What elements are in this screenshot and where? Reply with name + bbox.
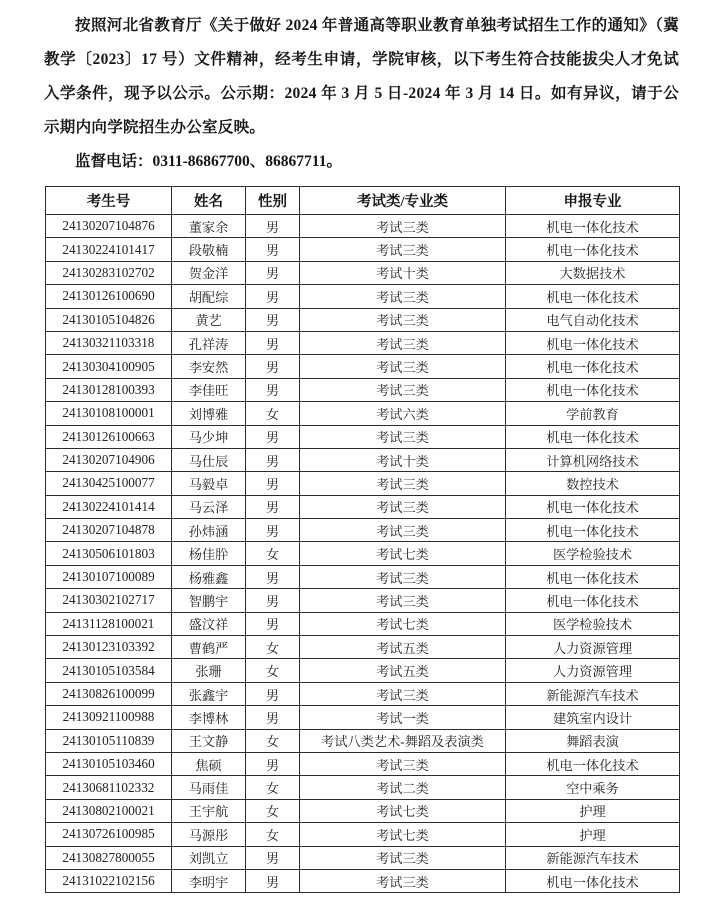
exam-category-cell: 考试一类 [300, 706, 506, 729]
gender-cell: 男 [246, 682, 300, 705]
table-row [46, 869, 680, 892]
exam-category-cell: 考试三类 [300, 682, 506, 705]
name-cell: 李博林 [172, 706, 246, 729]
major-cell: 机电一体化技术 [506, 589, 680, 612]
exam-category-cell: 考试三类 [300, 869, 506, 892]
name-cell: 马源彤 [172, 823, 246, 846]
table-row [46, 799, 680, 822]
major-cell: 电气自动化技术 [506, 308, 680, 331]
major-cell: 机电一体化技术 [506, 355, 680, 378]
major-cell: 学前教育 [506, 402, 680, 425]
table-row [46, 846, 680, 869]
major-cell: 机电一体化技术 [506, 752, 680, 775]
exam-category-cell: 考试七类 [300, 612, 506, 635]
gender-cell: 男 [246, 285, 300, 308]
exam-category-cell: 考试五类 [300, 659, 506, 682]
candidate-number-cell: 24130207104876 [46, 215, 172, 238]
name-cell: 孙炜涵 [172, 519, 246, 542]
gender-cell: 男 [246, 612, 300, 635]
gender-cell: 男 [246, 378, 300, 401]
table-row [46, 355, 680, 378]
table-row [46, 215, 680, 238]
name-cell: 黄艺 [172, 308, 246, 331]
table-row [46, 402, 680, 425]
name-cell: 盛汶祥 [172, 612, 246, 635]
name-cell: 张珊 [172, 659, 246, 682]
candidate-number-cell: 24130802100021 [46, 799, 172, 822]
table-row [46, 378, 680, 401]
gender-cell: 女 [246, 823, 300, 846]
header-candidate-number: 考生号 [46, 187, 172, 215]
candidate-number-cell: 24130105103460 [46, 752, 172, 775]
candidate-number-cell: 24130425100077 [46, 472, 172, 495]
table-row [46, 542, 680, 565]
gender-cell: 女 [246, 542, 300, 565]
exam-category-cell: 考试三类 [300, 425, 506, 448]
gender-cell: 男 [246, 519, 300, 542]
gender-cell: 男 [246, 215, 300, 238]
name-cell: 曹鹤严 [172, 636, 246, 659]
header-name: 姓名 [172, 187, 246, 215]
table-row [46, 823, 680, 846]
candidate-number-cell: 24130826100099 [46, 682, 172, 705]
header-gender: 性别 [246, 187, 300, 215]
gender-cell: 女 [246, 636, 300, 659]
exam-category-cell: 考试二类 [300, 776, 506, 799]
name-cell: 刘博雅 [172, 402, 246, 425]
name-cell: 李明宇 [172, 869, 246, 892]
candidate-number-cell: 24130224101417 [46, 238, 172, 261]
gender-cell: 女 [246, 799, 300, 822]
table-row [46, 285, 680, 308]
name-cell: 焦硕 [172, 752, 246, 775]
candidate-number-cell: 24131128100021 [46, 612, 172, 635]
supervision-phone-line: 监督电话：0311-86867700、86867711。 [75, 153, 342, 170]
major-cell: 机电一体化技术 [506, 495, 680, 518]
candidate-number-cell: 24130105110839 [46, 729, 172, 752]
name-cell: 马少坤 [172, 425, 246, 448]
name-cell: 李佳旺 [172, 378, 246, 401]
name-cell: 马毅卓 [172, 472, 246, 495]
gender-cell: 女 [246, 659, 300, 682]
name-cell: 马仕辰 [172, 448, 246, 471]
major-cell: 护理 [506, 823, 680, 846]
header-declared-major: 申报专业 [506, 187, 680, 215]
gender-cell: 女 [246, 402, 300, 425]
exam-category-cell: 考试三类 [300, 285, 506, 308]
table-row [46, 565, 680, 588]
table-row [46, 495, 680, 518]
gender-cell: 男 [246, 846, 300, 869]
exam-category-cell: 考试六类 [300, 402, 506, 425]
exam-category-cell: 考试三类 [300, 215, 506, 238]
major-cell: 机电一体化技术 [506, 425, 680, 448]
exam-category-cell: 考试十类 [300, 448, 506, 471]
major-cell: 机电一体化技术 [506, 238, 680, 261]
exam-category-cell: 考试三类 [300, 752, 506, 775]
table-row [46, 308, 680, 331]
major-cell: 数控技术 [506, 472, 680, 495]
table-row [46, 519, 680, 542]
candidate-number-cell: 24130128100393 [46, 378, 172, 401]
gender-cell: 男 [246, 261, 300, 284]
table-row [46, 238, 680, 261]
header-exam-category: 考试类/专业类 [300, 187, 506, 215]
table-row [46, 752, 680, 775]
major-cell: 新能源汽车技术 [506, 846, 680, 869]
gender-cell: 男 [246, 331, 300, 354]
gender-cell: 男 [246, 589, 300, 612]
exam-category-cell: 考试七类 [300, 799, 506, 822]
candidate-number-cell: 24130302102717 [46, 589, 172, 612]
name-cell: 杨雅鑫 [172, 565, 246, 588]
candidate-number-cell: 24130207104878 [46, 519, 172, 542]
candidate-number-cell: 24130107100089 [46, 565, 172, 588]
gender-cell: 男 [246, 495, 300, 518]
gender-cell: 男 [246, 448, 300, 471]
table-row [46, 776, 680, 799]
exam-category-cell: 考试七类 [300, 542, 506, 565]
candidate-number-cell: 24130207104906 [46, 448, 172, 471]
gender-cell: 男 [246, 752, 300, 775]
name-cell: 杨佳肸 [172, 542, 246, 565]
table-row [46, 706, 680, 729]
major-cell: 机电一体化技术 [506, 285, 680, 308]
candidate-number-cell: 24130108100001 [46, 402, 172, 425]
name-cell: 张鑫宇 [172, 682, 246, 705]
candidate-number-cell: 24130321103318 [46, 331, 172, 354]
name-cell: 贺金洋 [172, 261, 246, 284]
major-cell: 机电一体化技术 [506, 331, 680, 354]
name-cell: 马雨佳 [172, 776, 246, 799]
major-cell: 人力资源管理 [506, 636, 680, 659]
candidate-number-cell: 24130304100905 [46, 355, 172, 378]
name-cell: 刘凯立 [172, 846, 246, 869]
exam-category-cell: 考试三类 [300, 308, 506, 331]
exam-category-cell: 考试三类 [300, 519, 506, 542]
table-row [46, 612, 680, 635]
gender-cell: 男 [246, 425, 300, 448]
gender-cell: 女 [246, 776, 300, 799]
candidate-number-cell: 24130681102332 [46, 776, 172, 799]
gender-cell: 男 [246, 565, 300, 588]
major-cell: 大数据技术 [506, 261, 680, 284]
gender-cell: 男 [246, 308, 300, 331]
name-cell: 王文静 [172, 729, 246, 752]
major-cell: 机电一体化技术 [506, 215, 680, 238]
major-cell: 舞蹈表演 [506, 729, 680, 752]
name-cell: 胡配综 [172, 285, 246, 308]
gender-cell: 男 [246, 355, 300, 378]
table-row [46, 682, 680, 705]
candidate-number-cell: 24130506101803 [46, 542, 172, 565]
exam-category-cell: 考试五类 [300, 636, 506, 659]
table-row [46, 659, 680, 682]
table-row [46, 472, 680, 495]
exam-category-cell: 考试三类 [300, 331, 506, 354]
candidate-number-cell: 24130123103392 [46, 636, 172, 659]
name-cell: 马云泽 [172, 495, 246, 518]
major-cell: 机电一体化技术 [506, 869, 680, 892]
candidate-number-cell: 24130105103584 [46, 659, 172, 682]
candidate-number-cell: 24130126100690 [46, 285, 172, 308]
gender-cell: 男 [246, 238, 300, 261]
table-row [46, 729, 680, 752]
major-cell: 空中乘务 [506, 776, 680, 799]
table-row [46, 448, 680, 471]
exam-category-cell: 考试十类 [300, 261, 506, 284]
candidate-number-cell: 24130105104826 [46, 308, 172, 331]
table-header-row [46, 187, 680, 215]
table-row [46, 589, 680, 612]
major-cell: 计算机网络技术 [506, 448, 680, 471]
candidate-number-cell: 24130726100985 [46, 823, 172, 846]
candidate-number-cell: 24130827800055 [46, 846, 172, 869]
exam-category-cell: 考试三类 [300, 472, 506, 495]
major-cell: 人力资源管理 [506, 659, 680, 682]
exam-category-cell: 考试三类 [300, 238, 506, 261]
exam-category-cell: 考试三类 [300, 589, 506, 612]
exam-category-cell: 考试三类 [300, 846, 506, 869]
notice-paragraph: 按照河北省教育厅《关于做好 2024 年普通高等职业教育单独考试招生工作的通知》（冀教学〔2023〕17 号）文件精神，经考生申请，学院审核，以下考生符合技能拔尖人才免试入学条件，现予以公示。公示期：2024 年 3 月 5 日-2024 年 3 月 14 日。如有异议，请于公示期内向学院招生办公室反映。 [44, 17, 679, 136]
exam-category-cell: 考试三类 [300, 355, 506, 378]
name-cell: 董家余 [172, 215, 246, 238]
major-cell: 机电一体化技术 [506, 519, 680, 542]
table-row [46, 425, 680, 448]
gender-cell: 男 [246, 472, 300, 495]
candidate-number-cell: 24130126100663 [46, 425, 172, 448]
table-body [46, 215, 680, 893]
exam-category-cell: 考试八类艺术-舞蹈及表演类 [300, 729, 506, 752]
candidate-number-cell: 24130224101414 [46, 495, 172, 518]
gender-cell: 男 [246, 706, 300, 729]
major-cell: 医学检验技术 [506, 542, 680, 565]
major-cell: 护理 [506, 799, 680, 822]
candidates-table [45, 186, 680, 893]
gender-cell: 女 [246, 729, 300, 752]
table-row [46, 261, 680, 284]
gender-cell: 男 [246, 869, 300, 892]
candidate-number-cell: 24130921100988 [46, 706, 172, 729]
candidate-number-cell: 24130283102702 [46, 261, 172, 284]
major-cell: 建筑室内设计 [506, 706, 680, 729]
major-cell: 机电一体化技术 [506, 565, 680, 588]
exam-category-cell: 考试七类 [300, 823, 506, 846]
major-cell: 机电一体化技术 [506, 378, 680, 401]
exam-category-cell: 考试三类 [300, 495, 506, 518]
exam-category-cell: 考试三类 [300, 565, 506, 588]
candidate-number-cell: 24131022102156 [46, 869, 172, 892]
name-cell: 王宇航 [172, 799, 246, 822]
major-cell: 医学检验技术 [506, 612, 680, 635]
table-row [46, 331, 680, 354]
name-cell: 孔祥涛 [172, 331, 246, 354]
major-cell: 新能源汽车技术 [506, 682, 680, 705]
name-cell: 段敬楠 [172, 238, 246, 261]
exam-category-cell: 考试三类 [300, 378, 506, 401]
name-cell: 李安然 [172, 355, 246, 378]
table-row [46, 636, 680, 659]
name-cell: 智鹏宇 [172, 589, 246, 612]
